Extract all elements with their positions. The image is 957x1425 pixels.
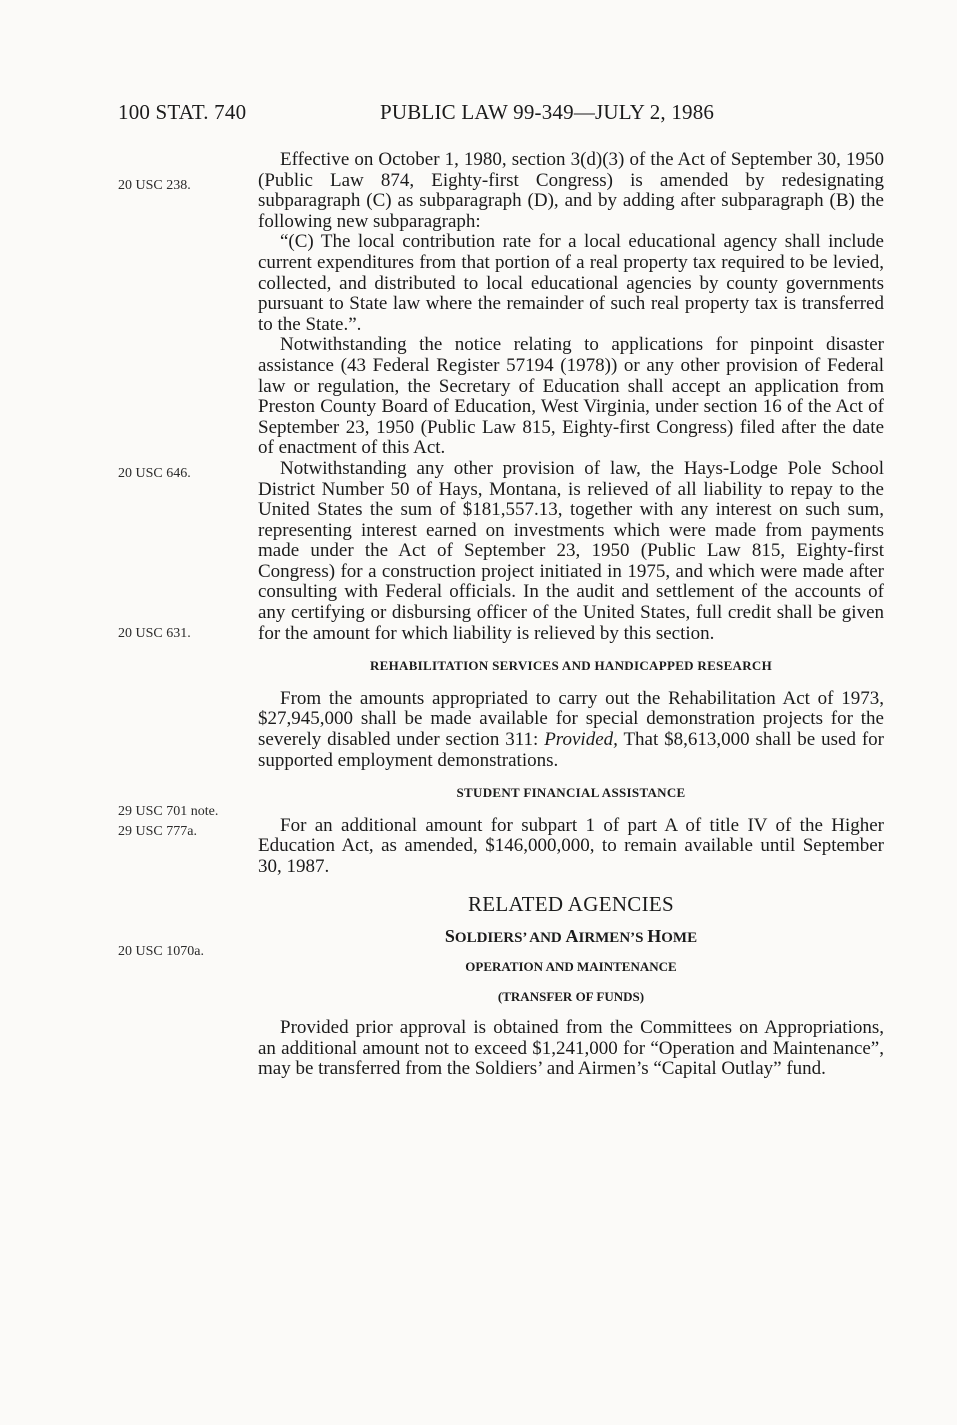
margin-citation: 20 USC 1070a. (118, 944, 204, 959)
paragraph (258, 689, 884, 771)
paragraph: Notwithstanding any other provision of law, the Hays-Lodge Pole School District Number 50 of Hays, Montana, is relieved of all liability to repay to the United States the sum of $181,557.13, together with any interest on such sum, representing interest earned on investments which were made from payments made under the Act of September 23, 1950 (Public Law 815, Eighty-first Congress) for a construction project initiated in 1975, and which were made after consulting with Federal officials. In the audit and settlement of the accounts of any certifying or disbursing officer of the United States, full credit shall be given for the amount for which liability is relieved by this section. (258, 457, 884, 644)
paragraph: Notwithstanding the notice relating to applications for pinpoint disaster assistance (43 Federal Register 57194 (1978)) or any other provision of Federal law or regulation, the Secretary of Education shall accept an application from Preston County Board of Education, West Virginia, under section 16 of the Act of September 23, 1950 (Public Law 815, Eighty-first Congress) filed after the date of enactment of this Act. (258, 334, 884, 459)
margin-citation: 20 USC 646. (118, 466, 191, 481)
section-heading: STUDENT FINANCIAL ASSISTANCE (456, 785, 686, 801)
margin-citation: 20 USC 631. (118, 626, 191, 641)
paragraph: Effective on October 1, 1980, section 3(d)(3) of the Act of September 30, 1950 (Public Law 874, Eighty-first Congress) is amended by redesignating subparagraph (C) as subparagraph (D), and by adding after subparagraph (B) the following new subparagraph: (258, 149, 884, 232)
account-heading: OPERATION AND MAINTENANCE (465, 958, 677, 974)
document-body (258, 150, 884, 1080)
paragraph-text: That $8,613,000 shall be used for supported employment demonstrations. (258, 729, 884, 771)
margin-citation: 29 USC 777a. (118, 824, 197, 839)
paragraph: For an additional amount for subpart 1 of part A of title IV of the Higher Education Act, as amended, $146,000,000, to remain available until September 30, 1987. (258, 814, 884, 877)
section-heading: REHABILITATION SERVICES AND HANDICAPPED RESEARCH (369, 658, 773, 674)
margin-citation: 29 USC 701 note. (118, 804, 219, 819)
margin-citation: 20 USC 238. (118, 178, 191, 193)
provided-italic: Provided, (544, 729, 618, 751)
agency-heading: RELATED AGENCIES (467, 891, 675, 916)
quoted-subparagraph: “(C) The local contribution rate for a local educational agency shall include current expenditures from that portion of a real property tax required to be levied, collected, and distributed to local educational agencies by county governments pursuant to State law where the remainder of such real property tax is transferred to the State.”. (258, 231, 884, 335)
transfer-heading: (TRANSFER OF FUNDS) (497, 989, 645, 1005)
statute-page-number: 100 STAT. 740 (118, 100, 247, 124)
paragraph: Provided prior approval is obtained from the Committees on Appropriations, an additional amount not to exceed $1,241,000 for “Operation and Maintenance”, may be transferred from the Soldiers’ and Airmen’s “Capital Outlay” fund. (258, 1016, 884, 1080)
public-law-title: PUBLIC LAW 99-349—JULY 2, 1986 (380, 100, 715, 124)
paragraph-text: From the amounts appropriated to carry out the Rehabilitation Act of 1973, $27,945,000 shall be made available for special demonstration projects for the severely disabled under section 311: (258, 687, 884, 751)
subagency-heading: SOLDIERS’ AND AIRMEN’S HOME (444, 926, 698, 947)
